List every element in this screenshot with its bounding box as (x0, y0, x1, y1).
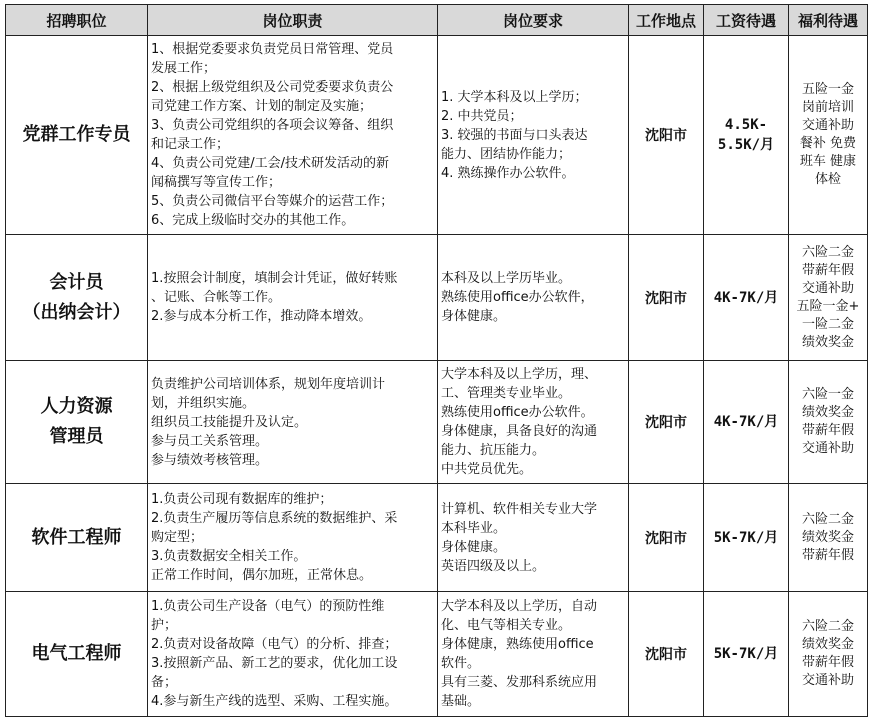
duties-cell: 负责维护公司培训体系，规划年度培训计 划，并组织实施。 组织员工技能提升及认定。 参与员工关系管理。 参与绩效考核管理。 (148, 361, 438, 484)
recruitment-table (5, 4, 868, 717)
duties-cell: 1.负责公司生产设备（电气）的预防性维 护； 2.负责对设备故障（电气）的分析、排查； 3.按照新产品、新工艺的要求，优化加工设 备； 4.参与新生产线的选型、采购、工程实施。 (148, 592, 438, 717)
header-position: 招聘职位 (6, 5, 148, 36)
position-cell: 人力资源 管理员 (6, 361, 148, 484)
header-requirements: 岗位要求 (438, 5, 629, 36)
requirements-cell: 大学本科及以上学历，自动 化、电气等相关专业。 身体健康，熟练使用office 软件。 具有三菱、发那科系统应用 基础。 (438, 592, 629, 717)
location-cell: 沈阳市 (629, 484, 704, 592)
salary-cell: 4K-7K/月 (704, 235, 789, 361)
location-cell: 沈阳市 (629, 235, 704, 361)
requirements-cell: 1. 大学本科及以上学历； 2. 中共党员； 3. 较强的书面与口头表达 能力、团结协作能力； 4. 熟练操作办公软件。 (438, 36, 629, 235)
benefits-cell: 六险二金 绩效奖金 带薪年假 交通补助 (789, 592, 868, 717)
header-row (6, 5, 868, 36)
position-cell: 电气工程师 (6, 592, 148, 717)
benefits-cell: 六险二金 绩效奖金 带薪年假 (789, 484, 868, 592)
requirements-cell: 本科及以上学历毕业。 熟练使用office办公软件， 身体健康。 (438, 235, 629, 361)
requirements-cell: 计算机、软件相关专业大学 本科毕业。 身体健康。 英语四级及以上。 (438, 484, 629, 592)
header-duties: 岗位职责 (148, 5, 438, 36)
duties-cell: 1.按照会计制度，填制会计凭证，做好转账 、记账、合帐等工作。 2.参与成本分析工作，推动降本增效。 (148, 235, 438, 361)
header-salary: 工资待遇 (704, 5, 789, 36)
position-cell: 软件工程师 (6, 484, 148, 592)
location-cell: 沈阳市 (629, 592, 704, 717)
duties-cell: 1.负责公司现有数据库的维护； 2.负责生产履历等信息系统的数据维护、采 购定型； 3.负责数据安全相关工作。 正常工作时间，偶尔加班，正常休息。 (148, 484, 438, 592)
table-row (6, 235, 868, 361)
salary-cell: 4K-7K/月 (704, 361, 789, 484)
benefits-cell: 五险一金 岗前培训 交通补助 餐补 免费 班车 健康 体检 (789, 36, 868, 235)
salary-cell: 4.5K- 5.5K/月 (704, 36, 789, 235)
salary-cell: 5K-7K/月 (704, 484, 789, 592)
table-row (6, 592, 868, 717)
header-benefits: 福利待遇 (789, 5, 868, 36)
table-row (6, 484, 868, 592)
location-cell: 沈阳市 (629, 36, 704, 235)
position-cell: 党群工作专员 (6, 36, 148, 235)
position-cell: 会计员 （出纳会计） (6, 235, 148, 361)
requirements-cell: 大学本科及以上学历，理、 工、管理类专业毕业。 熟练使用office办公软件。 身体健康，具备良好的沟通 能力、抗压能力。 中共党员优先。 (438, 361, 629, 484)
duties-cell: 1、根据党委要求负责党员日常管理、党员 发展工作； 2、根据上级党组织及公司党委要求负责公 司党建工作方案、计划的制定及实施； 3、负责公司党组织的各项会议筹备、组织 和记录工作； 4、负责公司党建/工会/技术研发活动的新 闻稿撰写等宣传工作； 5、负责公司微信平台等媒介的运营工作； 6、完成上级临时交办的其他工作。 (148, 36, 438, 235)
table-row (6, 36, 868, 235)
benefits-cell: 六险一金 绩效奖金 带薪年假 交通补助 (789, 361, 868, 484)
table-row (6, 361, 868, 484)
salary-cell: 5K-7K/月 (704, 592, 789, 717)
benefits-cell: 六险二金 带薪年假 交通补助 五险一金+ 一险二金 绩效奖金 (789, 235, 868, 361)
location-cell: 沈阳市 (629, 361, 704, 484)
header-location: 工作地点 (629, 5, 704, 36)
